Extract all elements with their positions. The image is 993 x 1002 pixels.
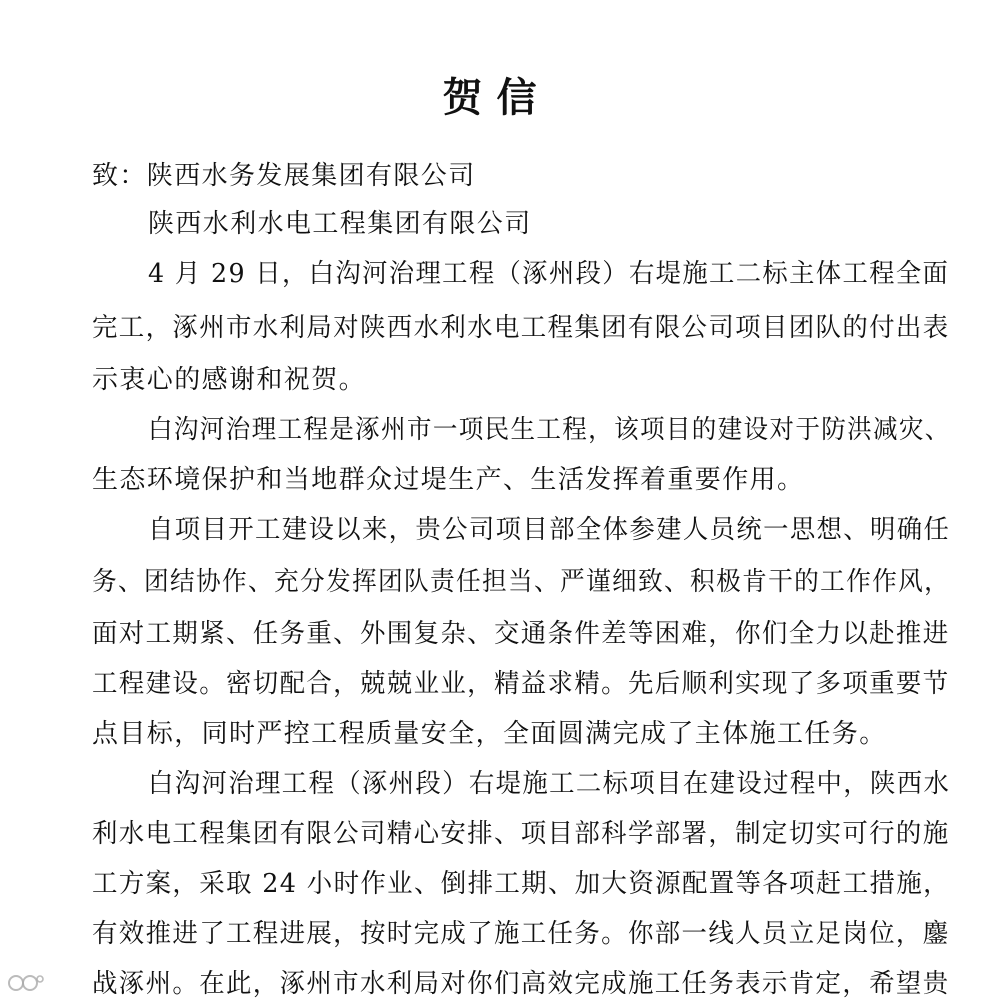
body-line: 完工，涿州市水利局对陕西水利水电工程集团有限公司项目团队的付出表 — [92, 313, 950, 343]
body-line: 工程建设。密切配合，兢兢业业，精益求精。先后顺利实现了多项重要节 — [92, 669, 950, 699]
salutation-line-1: 致：陕西水务发展集团有限公司 — [92, 161, 476, 191]
body-line: 利水电工程集团有限公司精心安排、项目部科学部署，制定切实可行的施 — [92, 819, 950, 849]
body-line: 白沟河治理工程是涿州市一项民生工程，该项目的建设对于防洪减灾、 — [148, 415, 951, 445]
letter-title: 贺信 — [442, 74, 551, 121]
body-line: 有效推进了工程进展，按时完成了施工任务。你部一线人员立足岗位，鏖 — [92, 919, 950, 949]
salutation-line-2: 陕西水利水电工程集团有限公司 — [148, 209, 532, 239]
body-line: 示衷心的感谢和祝贺。 — [92, 365, 367, 395]
body-line: 务、团结协作、充分发挥团队责任担当、严谨细致、积极肯干的工作作风， — [92, 567, 951, 597]
body-line: 工方案，采取 24 小时作业、倒排工期、加大资源配置等各项赶工措施， — [92, 869, 950, 899]
watermark — [6, 968, 46, 998]
body-line: 战涿州。在此，涿州市水利局对你们高效完成施工任务表示肯定，希望贵 — [92, 969, 950, 999]
body-line: 点目标，同时严控工程质量安全，全面圆满完成了主体施工任务。 — [92, 719, 887, 749]
body-line: 白沟河治理工程（涿州段）右堤施工二标项目在建设过程中，陕西水 — [148, 769, 951, 799]
body-line: 生态环境保护和当地群众过堤生产、生活发挥着重要作用。 — [92, 465, 805, 495]
watermark-logo-icon — [6, 970, 46, 996]
body-line: 面对工期紧、任务重、外围复杂、交通条件差等困难，你们全力以赴推进 — [92, 619, 950, 649]
body-line: 4 月 29 日，白沟河治理工程（涿州段）右堤施工二标主体工程全面 — [148, 259, 950, 289]
body-line: 自项目开工建设以来，贵公司项目部全体参建人员统一思想、明确任 — [148, 515, 951, 545]
